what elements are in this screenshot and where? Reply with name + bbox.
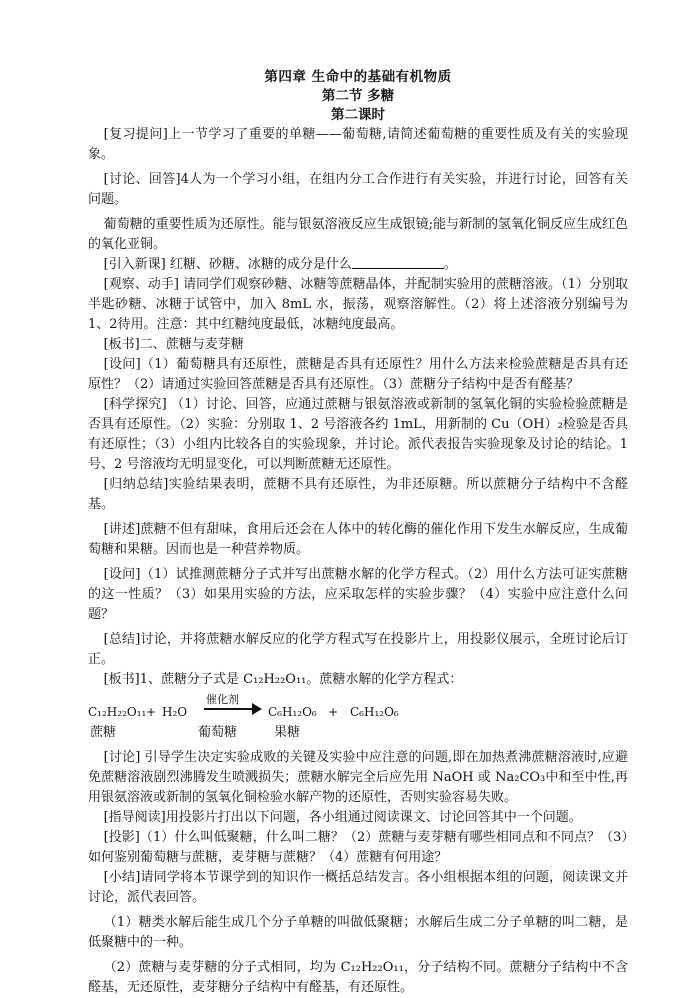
name-fructose: 果糖 [274,725,301,740]
paragraph-discuss-answer: [讨论、回答]4人为一个学习小组，在组内分工合作进行有关实验，并进行讨论，回答有关问题。 [88,172,628,207]
formula-intro: [板书]1、蔗糖分子式是 [103,672,244,687]
paragraph-answer-oligosaccharide: （1）糖类水解后能生成几个分子单糖的叫做低聚糖；水解后生成二分子单糖的叫二糖，是低聚糖中的一种。 [88,915,628,950]
compare-outro: ，分子结构不同。蔗糖分子结构中不含醛基，无还原性，麦芽糖分子结构中有醛基，有还原性。 [88,960,628,995]
compare-intro: （2）蔗糖与麦芽糖的分子式相同，均为 [103,960,341,975]
intro-text: [引入新课] 红糖、砂糖、冰糖的成分是什么 [103,257,352,272]
reaction-arrowhead [252,703,262,715]
paragraph-glucose-property: 葡萄糖的重要性质为还原性。能与银氨溶液反应生成银镜;能与新制的氢氧化铜反应生成红色的氧化亚铜。 [88,217,628,252]
sucrose-formula: C₁₂H₂₂O₁₁ [243,672,307,687]
hydrolysis-equation [88,693,628,723]
paragraph-conclusion: [总结]讨论，并将蔗糖水解反应的化学方程式写在投影片上，用投影仪展示，全班讨论后订正。 [88,632,628,667]
name-sucrose: 蔗糖 [90,725,117,740]
equation-names [88,723,628,743]
fill-in-blank [352,256,444,269]
paragraph-board-formula [88,670,628,690]
paragraph-question-hydrolysis: [设问]（1）试推测蔗糖分子式并写出蔗糖水解的化学方程式。（2）用什么方法可证实蔗糖的这一性质？（3）如果用实验的方法，应采取怎样的实验步骤？（4）实验中应注意什么问题？ [88,567,628,622]
equation-product-fructose: C₆H₁₂O₆ [350,705,399,719]
paragraph-review-question: [复习提问]上一节学习了重要的单糖——葡萄糖,请简述葡萄糖的重要性质及有关的实验现象。 [88,127,628,162]
paragraph-discussion-key: [讨论] 引导学生决定实验成败的关键及实验中应注意的问题,即在加热煮沸蔗糖溶液时,应避免蔗糖溶液剧烈沸腾发生喷溅损失；蔗糖水解完全后应先用 NaOH 或 Na₂CO₃中和至中性,再用银氨溶液或新制的氢氧化铜检验水解产物的还原性，否则实验容易失败。 [88,750,628,805]
document-page [88,68,628,998]
paragraph-answer-compare [88,958,628,998]
intro-end: 。 [443,257,457,272]
equation-product-glucose: C₆H₁₂O₆ [268,705,317,719]
catalyst-label: 催化剂 [206,693,239,706]
equation-plus: + [328,705,339,719]
paragraph-scientific-inquiry: [科学探究] （1）讨论、回答，应通过蔗糖与银氨溶液或新制的氢氧化铜的实验检验蔗糖是否具有还原性。（2）实验：分别取 1、2 号溶液各约 1mL，用新制的 Cu（OH）₂检验是否具有还原性；（3）小组内比较各自的实验现象，并讨论。派代表报告实验现象及讨论的结论。1号、2 号溶液均无明显变化，可以判断蔗糖无还原性。 [88,397,628,472]
paragraph-summary: [归纳总结]实验结果表明，蔗糖不具有还原性，为非还原糖。所以蔗糖分子结构中不含醛基。 [88,477,628,512]
paragraph-projection-questions: [投影]（1）什么叫低聚糖，什么叫二糖？（2）蔗糖与麦芽糖有哪些相同点和不同点？（3）如何鉴别葡萄糖与蔗糖，麦芽糖与蔗糖？（4）蔗糖有何用途？ [88,830,628,865]
formula-outro: 。蔗糖水解的化学方程式： [306,672,463,687]
paragraph-question-reducing: [设问]（1）葡萄糖具有还原性，蔗糖是否具有还原性？用什么方法来检验蔗糖是否具有还原性？（2）请通过实验回答蔗糖是否具有还原性。（3）蔗糖分子结构中是否有醛基？ [88,357,628,392]
chapter-title: 第四章 生命中的基础有机物质 [264,69,452,85]
name-glucose: 葡萄糖 [198,725,238,740]
paragraph-guided-reading: [指导阅读]用投影片打出以下问题，各小组通过阅读课文、讨论回答其中一个问题。 [103,810,582,825]
paragraph-intro-new-lesson [88,255,628,275]
equation-plus: + [146,705,157,719]
paragraph-lecture: [讲述]蔗糖不但有甜味，食用后还会在人体中的转化酶的催化作用下发生水解反应，生成葡萄糖和果糖。因而也是一种营养物质。 [88,522,628,557]
section-title: 第二节 多糖 [321,88,395,104]
equation-reactant-sucrose: C₁₂H₂₂O₁₁ [88,705,147,719]
paragraph-observe-hands-on: [观察、动手] 请同学们观察砂糖、冰糖等蔗糖晶体，并配制实验用的蔗糖溶液。（1）分别取半匙砂糖、冰糖于试管中，加入 8mL 水，振荡，观察溶解性。（2）将上述溶液分别编号为 1、2待用。注意：其中红糖纯度最低，冰糖纯度最高。 [88,277,628,332]
reaction-arrow-line [204,708,256,710]
lesson-title: 第二课时 [331,107,385,123]
compare-formula: C₁₂H₂₂O₁₁ [340,960,404,975]
paragraph-board-heading: [板书]二、蔗糖与麦芽糖 [103,337,244,352]
equation-reactant-water: H₂O [162,705,188,719]
paragraph-lesson-summary: [小结]请同学将本节课学到的知识作一概括总结发言。各小组根据本组的问题，阅读课文并讨论，派代表回答。 [88,870,628,905]
